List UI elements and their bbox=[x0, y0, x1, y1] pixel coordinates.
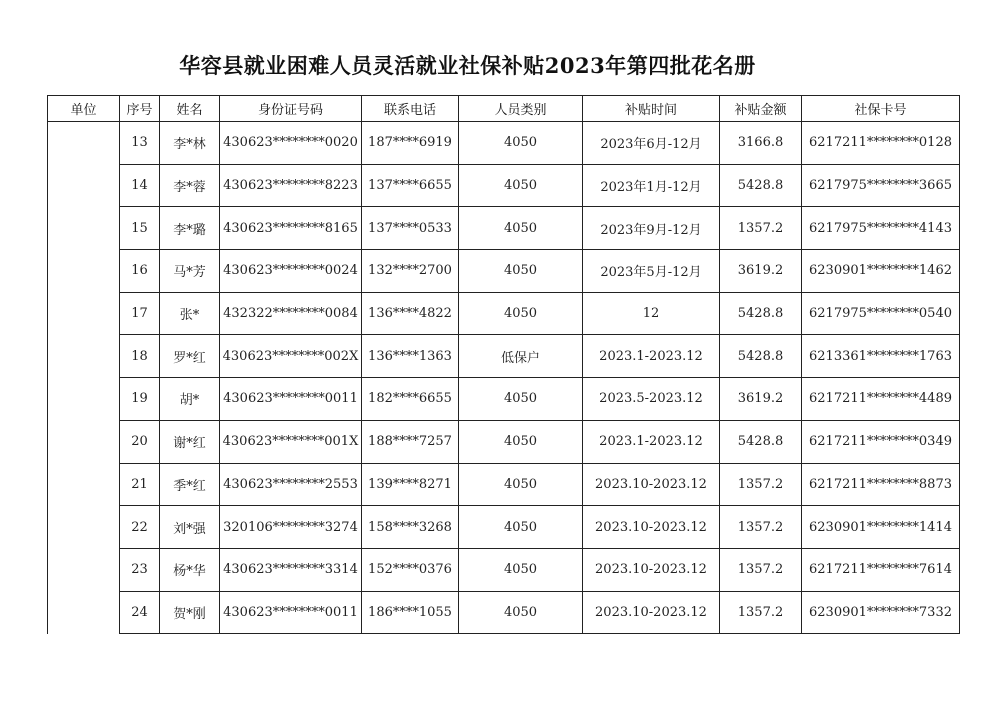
cell-id-number: 430623********0011 bbox=[220, 591, 362, 634]
cell-category: 4050 bbox=[459, 591, 583, 634]
cell-period: 2023.1-2023.12 bbox=[583, 420, 720, 463]
table-row bbox=[48, 122, 960, 165]
column-header-name: 姓名 bbox=[160, 96, 220, 122]
cell-phone: 132****2700 bbox=[362, 250, 459, 293]
cell-amount: 3166.8 bbox=[720, 122, 802, 165]
table-row bbox=[48, 335, 960, 378]
cell-id-number: 430623********002X bbox=[220, 335, 362, 378]
cell-card: 6230901********1462 bbox=[802, 250, 960, 293]
cell-name: 李*璐 bbox=[160, 207, 220, 250]
cell-category: 4050 bbox=[459, 548, 583, 591]
cell-card: 6217211********0128 bbox=[802, 122, 960, 165]
cell-phone: 188****7257 bbox=[362, 420, 459, 463]
cell-amount: 5428.8 bbox=[720, 420, 802, 463]
cell-id-number: 320106********3274 bbox=[220, 506, 362, 549]
cell-id-number: 430623********0020 bbox=[220, 122, 362, 165]
cell-card: 6217975********0540 bbox=[802, 292, 960, 335]
cell-name: 刘*强 bbox=[160, 506, 220, 549]
cell-period: 2023.10-2023.12 bbox=[583, 548, 720, 591]
table-body bbox=[48, 122, 960, 634]
cell-seq: 23 bbox=[120, 548, 160, 591]
cell-seq: 16 bbox=[120, 250, 160, 293]
table-row bbox=[48, 164, 960, 207]
cell-period: 2023.10-2023.12 bbox=[583, 463, 720, 506]
cell-period: 12 bbox=[583, 292, 720, 335]
cell-phone: 136****4822 bbox=[362, 292, 459, 335]
cell-seq: 14 bbox=[120, 164, 160, 207]
table-row bbox=[48, 420, 960, 463]
cell-category: 4050 bbox=[459, 292, 583, 335]
column-header-phone: 联系电话 bbox=[362, 96, 459, 122]
cell-seq: 20 bbox=[120, 420, 160, 463]
cell-category: 4050 bbox=[459, 250, 583, 293]
subsidy-roster-table bbox=[47, 95, 960, 634]
table-row bbox=[48, 207, 960, 250]
cell-name: 贺*刚 bbox=[160, 591, 220, 634]
cell-phone: 187****6919 bbox=[362, 122, 459, 165]
cell-name: 季*红 bbox=[160, 463, 220, 506]
table-row bbox=[48, 378, 960, 421]
cell-period: 2023年9月-12月 bbox=[583, 207, 720, 250]
cell-amount: 5428.8 bbox=[720, 335, 802, 378]
column-header-period: 补贴时间 bbox=[583, 96, 720, 122]
cell-category: 4050 bbox=[459, 506, 583, 549]
table-row bbox=[48, 292, 960, 335]
cell-card: 6213361********1763 bbox=[802, 335, 960, 378]
cell-period: 2023.5-2023.12 bbox=[583, 378, 720, 421]
page-title: 华容县就业困难人员灵活就业社保补贴2023年第四批花名册 bbox=[179, 53, 756, 78]
cell-phone: 139****8271 bbox=[362, 463, 459, 506]
cell-phone: 186****1055 bbox=[362, 591, 459, 634]
cell-category: 4050 bbox=[459, 463, 583, 506]
cell-card: 6217211********7614 bbox=[802, 548, 960, 591]
cell-name: 李*林 bbox=[160, 122, 220, 165]
cell-id-number: 430623********8223 bbox=[220, 164, 362, 207]
cell-name: 谢*红 bbox=[160, 420, 220, 463]
cell-period: 2023.1-2023.12 bbox=[583, 335, 720, 378]
cell-amount: 3619.2 bbox=[720, 250, 802, 293]
cell-category: 4050 bbox=[459, 122, 583, 165]
cell-amount: 1357.2 bbox=[720, 506, 802, 549]
column-header-id-number: 身份证号码 bbox=[220, 96, 362, 122]
column-header-seq: 序号 bbox=[120, 96, 160, 122]
cell-card: 6230901********7332 bbox=[802, 591, 960, 634]
table-row bbox=[48, 463, 960, 506]
cell-period: 2023年6月-12月 bbox=[583, 122, 720, 165]
cell-id-number: 430623********3314 bbox=[220, 548, 362, 591]
cell-amount: 1357.2 bbox=[720, 548, 802, 591]
table-row bbox=[48, 591, 960, 634]
cell-amount: 1357.2 bbox=[720, 207, 802, 250]
cell-phone: 136****1363 bbox=[362, 335, 459, 378]
cell-period: 2023.10-2023.12 bbox=[583, 506, 720, 549]
cell-seq: 18 bbox=[120, 335, 160, 378]
cell-period: 2023.10-2023.12 bbox=[583, 591, 720, 634]
cell-name: 杨*华 bbox=[160, 548, 220, 591]
cell-seq: 13 bbox=[120, 122, 160, 165]
cell-amount: 5428.8 bbox=[720, 292, 802, 335]
cell-seq: 24 bbox=[120, 591, 160, 634]
column-header-unit: 单位 bbox=[48, 96, 120, 122]
cell-seq: 15 bbox=[120, 207, 160, 250]
cell-category: 4050 bbox=[459, 164, 583, 207]
cell-phone: 137****6655 bbox=[362, 164, 459, 207]
column-header-category: 人员类别 bbox=[459, 96, 583, 122]
cell-period: 2023年1月-12月 bbox=[583, 164, 720, 207]
cell-category: 4050 bbox=[459, 420, 583, 463]
cell-amount: 5428.8 bbox=[720, 164, 802, 207]
cell-seq: 19 bbox=[120, 378, 160, 421]
table-row bbox=[48, 250, 960, 293]
cell-seq: 17 bbox=[120, 292, 160, 335]
table-row bbox=[48, 548, 960, 591]
column-header-card: 社保卡号 bbox=[802, 96, 960, 122]
cell-card: 6217211********8873 bbox=[802, 463, 960, 506]
cell-phone: 137****0533 bbox=[362, 207, 459, 250]
cell-id-number: 430623********2553 bbox=[220, 463, 362, 506]
cell-id-number: 430623********0011 bbox=[220, 378, 362, 421]
table-header-row bbox=[48, 96, 960, 122]
cell-category: 4050 bbox=[459, 207, 583, 250]
cell-name: 罗*红 bbox=[160, 335, 220, 378]
cell-name: 李*蓉 bbox=[160, 164, 220, 207]
cell-phone: 158****3268 bbox=[362, 506, 459, 549]
cell-seq: 21 bbox=[120, 463, 160, 506]
cell-period: 2023年5月-12月 bbox=[583, 250, 720, 293]
cell-id-number: 432322********0084 bbox=[220, 292, 362, 335]
cell-amount: 1357.2 bbox=[720, 591, 802, 634]
cell-name: 张* bbox=[160, 292, 220, 335]
column-header-amount: 补贴金额 bbox=[720, 96, 802, 122]
cell-id-number: 430623********001X bbox=[220, 420, 362, 463]
cell-id-number: 430623********8165 bbox=[220, 207, 362, 250]
cell-card: 6217975********4143 bbox=[802, 207, 960, 250]
cell-category: 低保户 bbox=[459, 335, 583, 378]
cell-card: 6230901********1414 bbox=[802, 506, 960, 549]
table-row bbox=[48, 506, 960, 549]
cell-name: 胡* bbox=[160, 378, 220, 421]
cell-seq: 22 bbox=[120, 506, 160, 549]
cell-unit bbox=[48, 122, 120, 634]
cell-phone: 182****6655 bbox=[362, 378, 459, 421]
cell-name: 马*芳 bbox=[160, 250, 220, 293]
cell-card: 6217975********3665 bbox=[802, 164, 960, 207]
cell-phone: 152****0376 bbox=[362, 548, 459, 591]
cell-amount: 1357.2 bbox=[720, 463, 802, 506]
cell-card: 6217211********0349 bbox=[802, 420, 960, 463]
cell-amount: 3619.2 bbox=[720, 378, 802, 421]
cell-id-number: 430623********0024 bbox=[220, 250, 362, 293]
cell-card: 6217211********4489 bbox=[802, 378, 960, 421]
cell-category: 4050 bbox=[459, 378, 583, 421]
